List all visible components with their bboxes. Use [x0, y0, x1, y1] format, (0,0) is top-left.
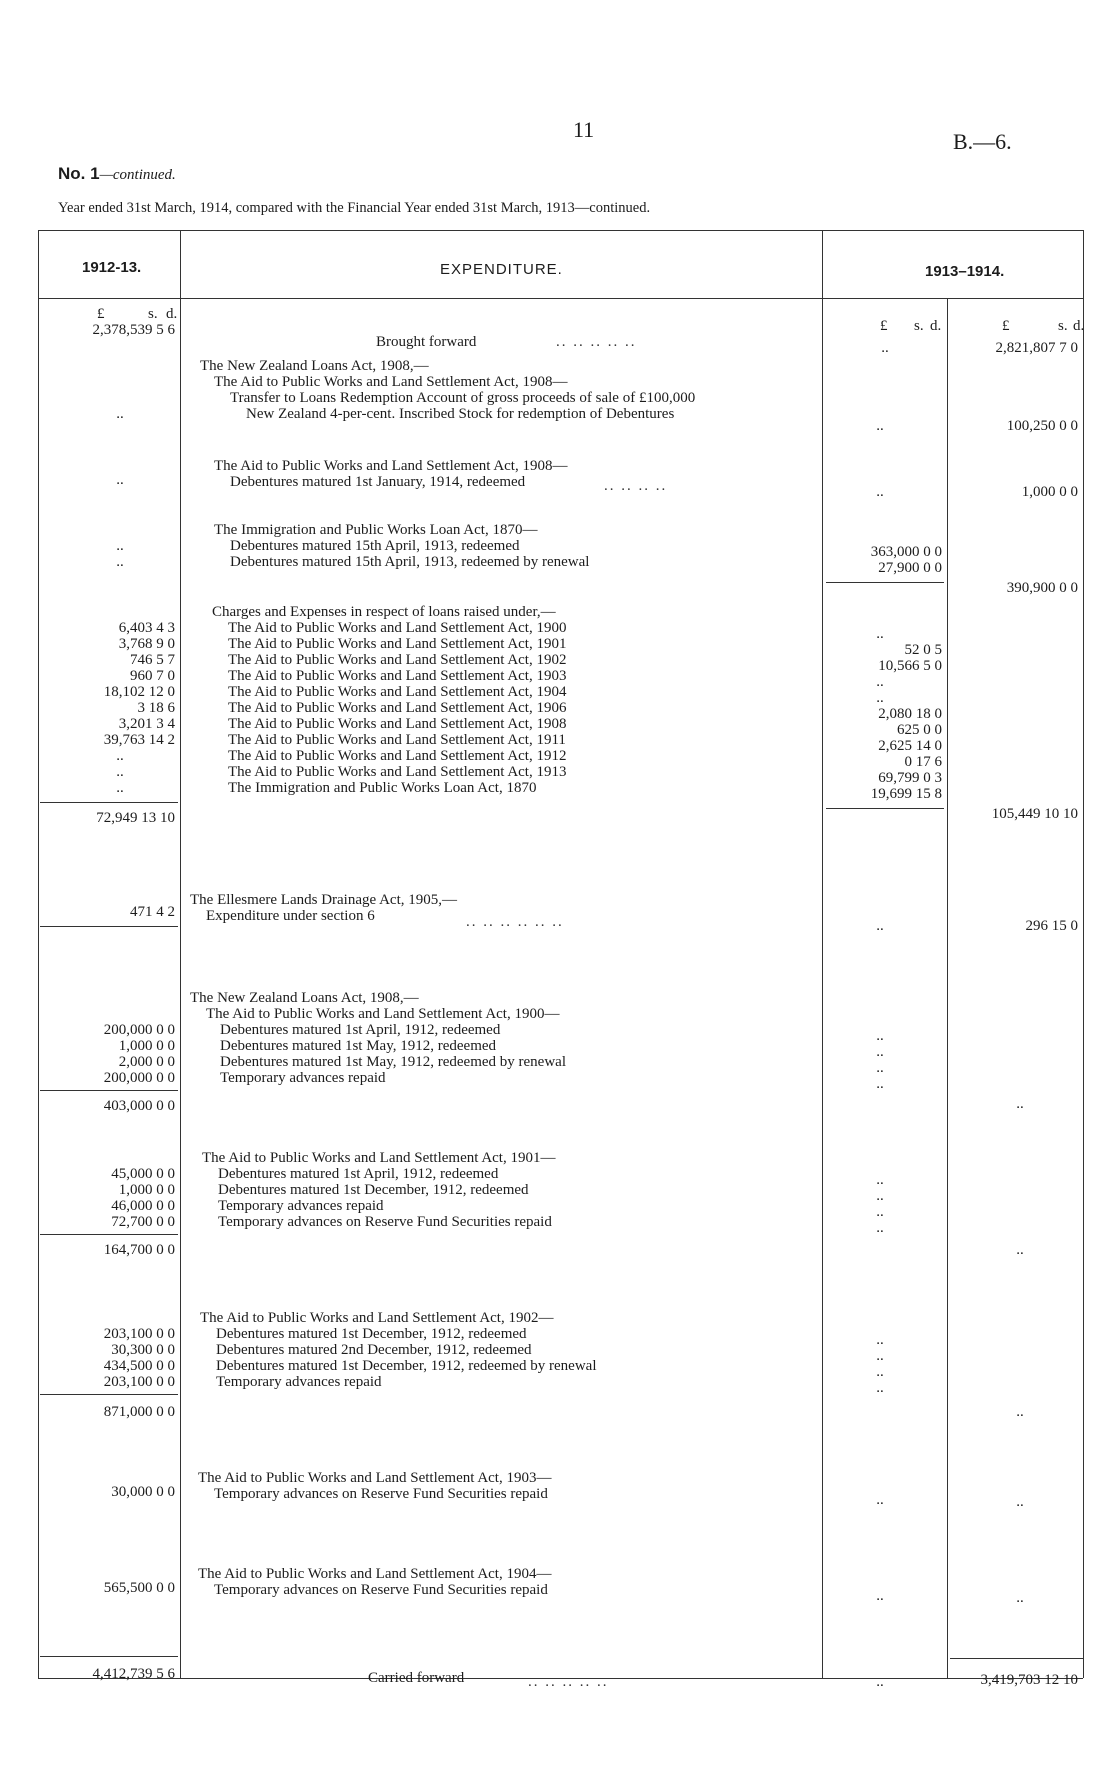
prev-pound-unit: £	[97, 306, 105, 322]
total-amount: 105,449 10 10	[991, 806, 1078, 822]
prev-amount: ..	[116, 780, 124, 796]
section-heading: The Aid to Public Works and Land Settlement Act, 1904—	[198, 1566, 552, 1582]
row-label: Temporary advances on Reserve Fund Securities repaid	[218, 1214, 552, 1230]
mid-amount: 2,080 18 0	[878, 706, 942, 722]
mid-amount: ..	[876, 1492, 884, 1508]
mid-amount: ..	[876, 1172, 884, 1188]
mid-amount: 2,625 14 0	[878, 738, 942, 754]
charge-row-label: The Aid to Public Works and Land Settlement Act, 1901	[228, 636, 567, 652]
mid-amount: 0 17 6	[904, 754, 942, 770]
section-heading: The Aid to Public Works and Land Settlement Act, 1903—	[198, 1470, 552, 1486]
total-amount: ..	[1016, 1242, 1024, 1258]
prev-amount: 39,763 14 2	[103, 732, 175, 748]
prev-amount: 746 5 7	[130, 652, 175, 668]
subtotal-rule	[826, 582, 944, 583]
total-amount: 390,900 0 0	[1006, 580, 1078, 596]
mid-pound-unit: £	[880, 318, 888, 334]
prev-amount: ..	[116, 764, 124, 780]
mid-amount: 52 0 5	[904, 642, 942, 658]
prev-amount: 18,102 12 0	[103, 684, 175, 700]
prev-amount: 200,000 0 0	[103, 1070, 175, 1086]
total-carried-forward: 3,419,703 12 10	[980, 1672, 1078, 1688]
page-number: 11	[573, 117, 595, 142]
mid-carried-forward: ..	[876, 1674, 884, 1690]
total-amount: ..	[1016, 1494, 1024, 1510]
expenditure-divider	[822, 230, 823, 1678]
prev-amount: 72,700 0 0	[111, 1214, 175, 1230]
leader-dots: .. .. .. .. ..	[528, 1674, 609, 1690]
subtotal-rule	[826, 808, 944, 809]
charge-row-label: The Immigration and Public Works Loan Act, 1870	[228, 780, 537, 796]
brought-forward-label: Brought forward	[376, 334, 477, 350]
mid-amount: 363,000 0 0	[870, 544, 942, 560]
row-label: Temporary advances repaid	[216, 1374, 382, 1390]
mid-amount: 10,566 5 0	[878, 658, 942, 674]
prev-year-divider	[180, 230, 181, 1678]
mid-amount: ..	[876, 1332, 884, 1348]
total-pence-unit: d.	[1073, 318, 1085, 334]
prev-amount: ..	[116, 748, 124, 764]
prev-brought-forward: 2,378,539 5 6	[92, 322, 175, 338]
mid-amount: ..	[876, 918, 884, 934]
prev-amount: ..	[116, 554, 124, 570]
leader-dots: .. .. .. ..	[604, 478, 668, 494]
expenditure-header: EXPENDITURE.	[440, 261, 563, 278]
mid-amount: ..	[876, 1028, 884, 1044]
mid-amount: ..	[876, 626, 884, 642]
mid-amount: ..	[876, 1588, 884, 1604]
prev-amount: ..	[116, 472, 124, 488]
section-heading: The Ellesmere Lands Drainage Act, 1905,—	[190, 892, 457, 908]
prev-amount: 6,403 4 3	[118, 620, 175, 636]
document-code: B.—6.	[953, 129, 1012, 154]
table-top-rule	[38, 230, 1083, 231]
charge-row-label: The Aid to Public Works and Land Settlement Act, 1906	[228, 700, 567, 716]
header-bottom-rule	[38, 298, 1083, 299]
prev-amount: 3,768 9 0	[118, 636, 175, 652]
mid-amount: 19,699 15 8	[870, 786, 942, 802]
curr-mid-divider	[947, 298, 948, 1678]
total-amount: 100,250 0 0	[1006, 418, 1078, 434]
section-line: Temporary advances on Reserve Fund Securities repaid	[214, 1486, 548, 1502]
mid-amount: ..	[876, 1060, 884, 1076]
prev-amount: 565,500 0 0	[103, 1580, 175, 1596]
row-label: Debentures matured 1st December, 1912, redeemed	[218, 1182, 529, 1198]
section-subheading: The Aid to Public Works and Land Settlement Act, 1908—	[214, 374, 568, 390]
section-line: Debentures matured 1st January, 1914, redeemed	[230, 474, 526, 490]
row-label: Debentures matured 1st April, 1912, redeemed	[218, 1166, 499, 1182]
mid-amount: 27,900 0 0	[878, 560, 942, 576]
total-shilling-unit: s.	[1058, 318, 1068, 334]
section-heading: The Aid to Public Works and Land Settlement Act, 1908—	[214, 458, 568, 474]
charge-row-label: The Aid to Public Works and Land Settlement Act, 1911	[228, 732, 566, 748]
prev-amount: 200,000 0 0	[103, 1022, 175, 1038]
charge-row-label: The Aid to Public Works and Land Settlement Act, 1904	[228, 684, 567, 700]
charge-row-label: The Aid to Public Works and Land Settlement Act, 1903	[228, 668, 567, 684]
prev-pence-unit: d.	[166, 306, 178, 322]
prev-amount: 960 7 0	[130, 668, 175, 684]
row-label: Debentures matured 1st December, 1912, redeemed by renewal	[216, 1358, 597, 1374]
row-label: Temporary advances repaid	[218, 1198, 384, 1214]
total-amount: 1,000 0 0	[1021, 484, 1078, 500]
row-label: Temporary advances repaid	[220, 1070, 386, 1086]
prev-amount: 3,201 3 4	[118, 716, 175, 732]
prev-amount: 30,000 0 0	[111, 1484, 175, 1500]
prev-amount: 30,300 0 0	[111, 1342, 175, 1358]
section-line: New Zealand 4-per-cent. Inscribed Stock for redemption of Debentures	[246, 406, 675, 422]
subtotal-rule	[40, 802, 178, 803]
prev-amount: 1,000 0 0	[118, 1038, 175, 1054]
prev-amount: ..	[116, 406, 124, 422]
total-brought-forward: 2,821,807 7 0	[995, 340, 1078, 356]
prev-year-header: 1912-13.	[82, 259, 142, 276]
row-label: Debentures matured 1st December, 1912, redeemed	[216, 1326, 527, 1342]
total-rule	[40, 1656, 178, 1657]
curr-year-header: 1913–1914.	[925, 263, 1005, 280]
prev-amount: 45,000 0 0	[111, 1166, 175, 1182]
mid-amount: ..	[876, 484, 884, 500]
section-subheading: The Aid to Public Works and Land Settlement Act, 1900—	[206, 1006, 560, 1022]
carried-forward-label: Carried forward	[368, 1670, 465, 1686]
mid-shilling-unit: s.	[914, 318, 924, 334]
section-heading: The Aid to Public Works and Land Settlement Act, 1902—	[200, 1310, 554, 1326]
prev-carried-forward: 4,412,739 5 6	[92, 1666, 175, 1682]
charge-row-label: The Aid to Public Works and Land Settlement Act, 1900	[228, 620, 567, 636]
prev-amount: 46,000 0 0	[111, 1198, 175, 1214]
charge-row-label: The Aid to Public Works and Land Settlement Act, 1908	[228, 716, 567, 732]
leader-dots: .. .. .. .. .. ..	[466, 914, 564, 930]
total-amount: ..	[1016, 1590, 1024, 1606]
mid-amount: 69,799 0 3	[878, 770, 942, 786]
row-label: Debentures matured 1st April, 1912, redeemed	[220, 1022, 501, 1038]
mid-amount: ..	[876, 1364, 884, 1380]
mid-amount: ..	[876, 1220, 884, 1236]
mid-amount: ..	[876, 1044, 884, 1060]
section-heading: The Immigration and Public Works Loan Act, 1870—	[214, 522, 538, 538]
total-pound-unit: £	[1002, 318, 1010, 334]
prev-amount: ..	[116, 538, 124, 554]
mid-brought-forward: ..	[881, 340, 889, 356]
prev-amount: 203,100 0 0	[103, 1374, 175, 1390]
prev-amount: 2,000 0 0	[118, 1054, 175, 1070]
row-label: Debentures matured 2nd December, 1912, redeemed	[216, 1342, 532, 1358]
leader-dots: .. .. .. .. ..	[556, 334, 637, 350]
prev-amount: 1,000 0 0	[118, 1182, 175, 1198]
mid-pence-unit: d.	[930, 318, 942, 334]
left-border	[38, 230, 39, 1678]
section-line: Transfer to Loans Redemption Account of gross proceeds of sale of £100,000	[230, 390, 696, 406]
section-line: Expenditure under section 6	[206, 908, 375, 924]
subtotal-rule	[40, 926, 178, 927]
total-rule	[950, 1658, 1083, 1659]
mid-amount: ..	[876, 1380, 884, 1396]
section-line: Debentures matured 15th April, 1913, redeemed	[230, 538, 520, 554]
section-line: Temporary advances on Reserve Fund Securities repaid	[214, 1582, 548, 1598]
prev-subtotal: 403,000 0 0	[103, 1098, 175, 1114]
prev-amount: 3 18 6	[137, 700, 175, 716]
prev-shilling-unit: s.	[148, 306, 158, 322]
total-amount: 296 15 0	[1025, 918, 1078, 934]
prev-amount: 203,100 0 0	[103, 1326, 175, 1342]
mid-amount: ..	[876, 418, 884, 434]
table-number: No. 1—continued.	[58, 164, 176, 183]
prev-subtotal: 72,949 13 10	[96, 810, 175, 826]
mid-amount: ..	[876, 1204, 884, 1220]
row-label: Debentures matured 1st May, 1912, redeemed by renewal	[220, 1054, 566, 1070]
section-heading: The New Zealand Loans Act, 1908,—	[190, 990, 419, 1006]
charge-row-label: The Aid to Public Works and Land Settlement Act, 1912	[228, 748, 567, 764]
charge-row-label: The Aid to Public Works and Land Settlement Act, 1913	[228, 764, 567, 780]
total-amount: ..	[1016, 1404, 1024, 1420]
charge-row-label: The Aid to Public Works and Land Settlement Act, 1902	[228, 652, 567, 668]
right-border	[1083, 230, 1084, 1678]
row-label: Debentures matured 1st May, 1912, redeemed	[220, 1038, 497, 1054]
subtotal-rule	[40, 1394, 178, 1395]
subtotal-rule	[40, 1090, 178, 1091]
mid-amount: ..	[876, 674, 884, 690]
mid-amount: ..	[876, 690, 884, 706]
total-amount: ..	[1016, 1096, 1024, 1112]
section-heading: Charges and Expenses in respect of loans raised under,—	[212, 604, 556, 620]
mid-amount: ..	[876, 1188, 884, 1204]
section-heading: The New Zealand Loans Act, 1908,—	[200, 358, 429, 374]
prev-amount: 471 4 2	[130, 904, 175, 920]
mid-amount: ..	[876, 1348, 884, 1364]
mid-amount: 625 0 0	[897, 722, 942, 738]
mid-amount: ..	[876, 1076, 884, 1092]
table-subtitle: Year ended 31st March, 1914, compared with the Financial Year ended 31st March, 1913—continued.	[58, 200, 651, 216]
prev-amount: 434,500 0 0	[103, 1358, 175, 1374]
subtotal-rule	[40, 1234, 178, 1235]
section-heading: The Aid to Public Works and Land Settlement Act, 1901—	[202, 1150, 556, 1166]
prev-subtotal: 871,000 0 0	[103, 1404, 175, 1420]
prev-subtotal: 164,700 0 0	[103, 1242, 175, 1258]
section-line: Debentures matured 15th April, 1913, redeemed by renewal	[230, 554, 590, 570]
